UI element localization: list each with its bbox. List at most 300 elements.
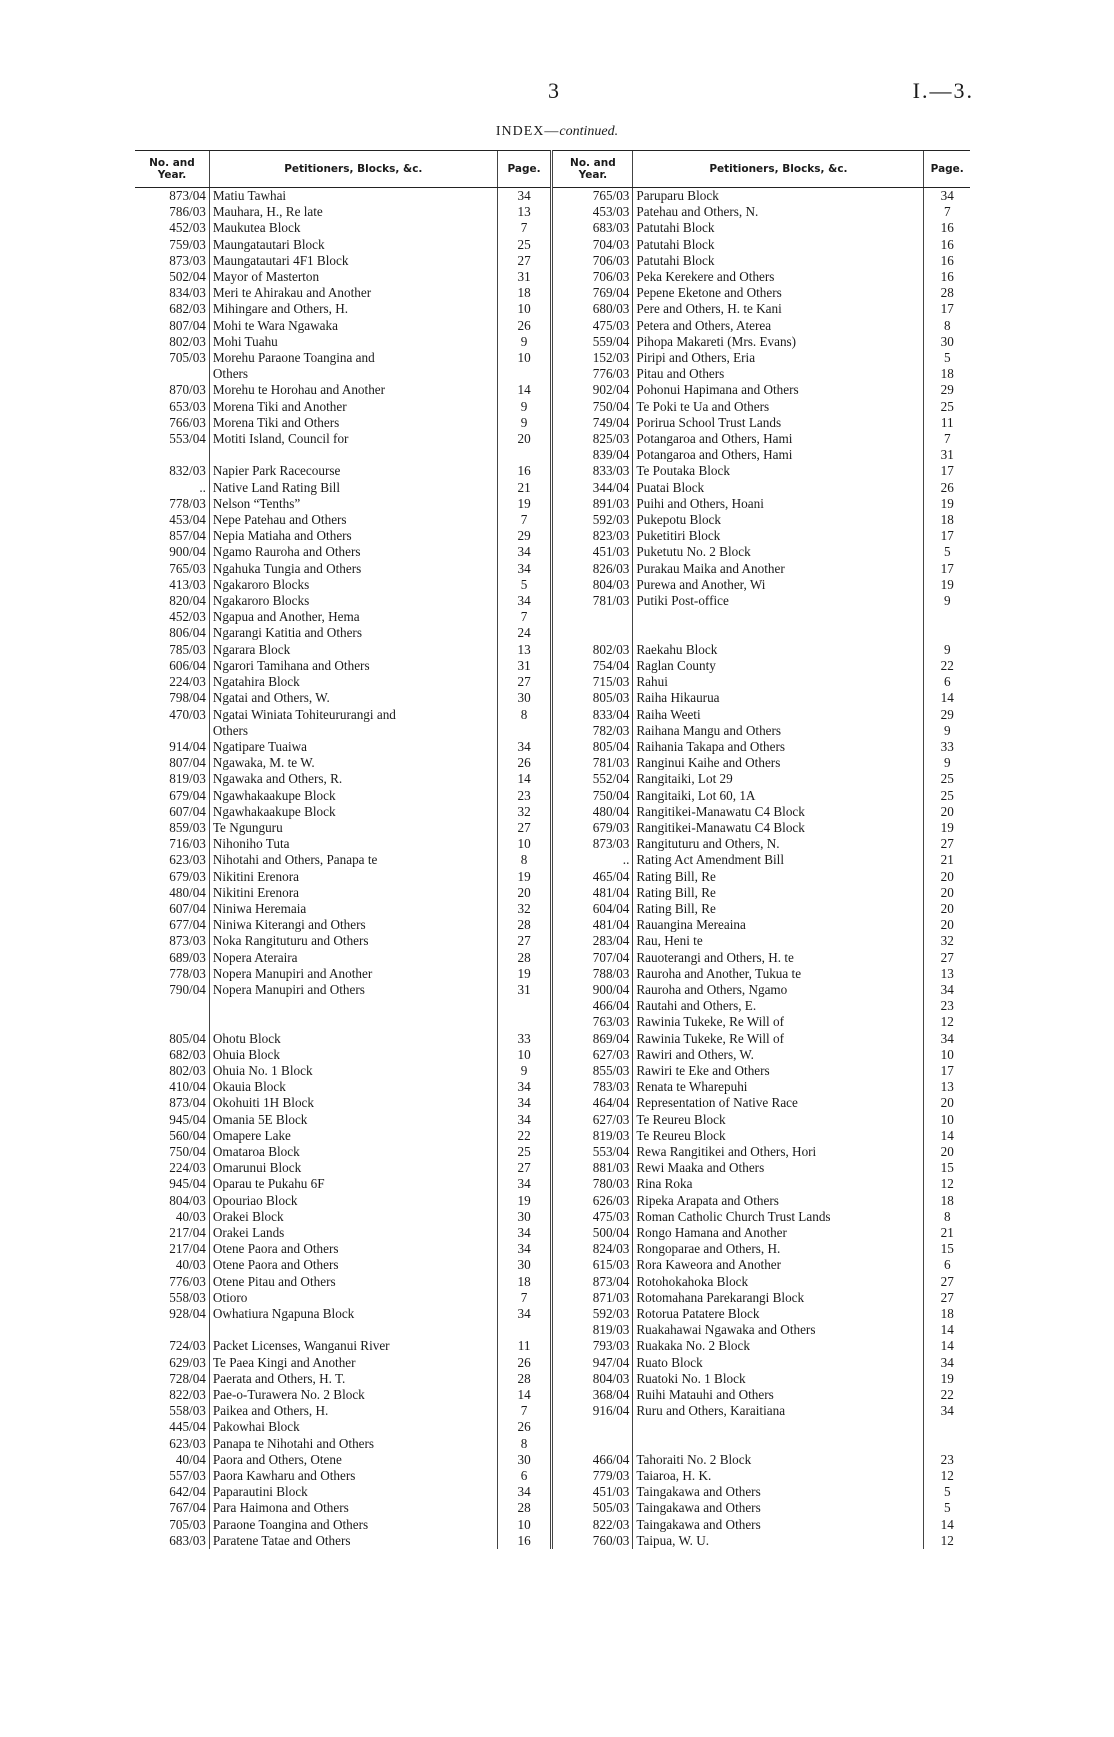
left-entry-name: Pae-o-Turawera No. 2 Block [209,1387,497,1403]
right-entry-page: 5 [924,1484,970,1500]
table-row [135,204,970,220]
right-entry-number: 839/04 [552,447,633,463]
right-entry-number: 500/04 [552,1225,633,1241]
right-entry-name: Rangitaiki, Lot 29 [633,771,924,787]
left-entry-number: 716/03 [169,836,206,852]
left-entry-number: 560/04 [169,1127,206,1143]
right-entry-name: Rahui [633,674,924,690]
right-entry-name: Pepene Eketone and Others [633,285,924,301]
left-entry-number: 819/03 [169,771,206,787]
right-entry-number [552,1419,633,1435]
right-entry-number: 750/04 [552,788,633,804]
right-entry-page: 9 [924,593,970,609]
left-entry-name: Nopera Manupiri and Another [209,966,497,982]
table-row [135,998,970,1014]
right-entry-name: Rina Roka [633,1176,924,1192]
right-entry-number: 822/03 [552,1517,633,1533]
right-entry-number: 683/03 [552,220,633,236]
right-entry-name: Puketitiri Block [633,528,924,544]
right-entry-page: 14 [924,1517,970,1533]
left-entry-name: Okauia Block [209,1079,497,1095]
right-entry-number: 776/03 [552,366,633,382]
left-entry-page: 19 [497,869,552,885]
right-entry-page: 27 [924,836,970,852]
left-entry-page: 32 [497,901,552,917]
left-entry-page: 27 [497,1160,552,1176]
table-row [135,350,970,366]
left-entry-number: 724/03 [169,1338,206,1354]
right-entry-page: 10 [924,1047,970,1063]
table-row [135,852,970,868]
right-entry-page: 5 [924,350,970,366]
left-entry-name: Ngakaroro Blocks [209,593,497,609]
left-entry-name: Others [209,723,497,739]
table-row [135,561,970,577]
right-entry-name: Rangituturu and Others, N. [633,836,924,852]
right-entry-page: 18 [924,1193,970,1209]
right-entry-name [633,625,924,641]
right-entry-page: 12 [924,1176,970,1192]
right-entry-name: Porirua School Trust Lands [633,415,924,431]
right-entry-number: 793/03 [552,1338,633,1354]
right-entry-number: 782/03 [552,723,633,739]
left-entry-name: Paraone Toangina and Others [209,1517,497,1533]
right-entry-name: Rewi Maaka and Others [633,1160,924,1176]
right-entry-name: Rating Bill, Re [633,885,924,901]
left-entry-number: 40/03 [175,1257,206,1273]
column-header-page: Page. [497,151,552,188]
left-entry-page: 7 [497,220,552,236]
left-entry-page: 34 [497,1176,552,1192]
index-table-body [135,188,970,1550]
left-entry-number: 804/03 [169,1192,206,1208]
table-row [135,415,970,431]
right-entry-number: 871/03 [552,1290,633,1306]
left-entry-name: Ngatahira Block [209,674,497,690]
left-entry-page: 34 [497,544,552,560]
left-entry-page: 21 [497,480,552,496]
right-entry-number: 947/04 [552,1355,633,1371]
left-entry-number: 806/04 [169,625,206,641]
table-row [135,1290,970,1306]
right-entry-name: Ruato Block [633,1355,924,1371]
right-entry-number: 802/03 [552,642,633,658]
left-entry-name: Mohi Tuahu [209,334,497,350]
left-entry-name: Others [209,366,497,382]
left-entry-number: 790/04 [169,981,206,997]
table-row [135,463,970,479]
right-entry-number: 873/04 [552,1274,633,1290]
left-entry-number: 786/03 [169,204,206,220]
left-entry-page: 16 [497,1533,552,1549]
right-entry-name: Taingakawa and Others [633,1484,924,1500]
right-entry-page: 32 [924,933,970,949]
left-entry-name: Oparau te Pukahu 6F [209,1176,497,1192]
right-entry-page [924,625,970,641]
right-entry-number: 754/04 [552,658,633,674]
left-entry-page: 18 [497,285,552,301]
right-entry-number: 704/03 [552,237,633,253]
table-row [135,1517,970,1533]
left-entry-name: Niniwa Heremaia [209,901,497,917]
right-entry-name: Rauoterangi and Others, H. te [633,950,924,966]
right-entry-page: 21 [924,852,970,868]
left-entry-page [497,998,552,1014]
left-entry-number: .. [199,479,206,495]
right-entry-name: Ranginui Kaihe and Others [633,755,924,771]
left-entry-page: 9 [497,399,552,415]
left-entry-page: 28 [497,1371,552,1387]
right-entry-page: 29 [924,707,970,723]
table-row [135,917,970,933]
right-entry-page: 8 [924,318,970,334]
table-row [135,820,970,836]
right-entry-number: 464/04 [552,1095,633,1111]
right-entry-number: 553/04 [552,1144,633,1160]
left-entry-name: Niniwa Kiterangi and Others [209,917,497,933]
left-entry-name: Noka Rangituturu and Others [209,933,497,949]
page-number: 3 [548,78,559,103]
right-entry-name: Renata te Wharepuhi [633,1079,924,1095]
left-entry-name: Ngatai and Others, W. [209,690,497,706]
right-entry-name [633,609,924,625]
table-row [135,1063,970,1079]
left-entry-page: 7 [497,1290,552,1306]
right-entry-name: Rangitikei-Manawatu C4 Block [633,820,924,836]
right-entry-name: Rewa Rangitikei and Others, Hori [633,1144,924,1160]
left-entry-number: 40/03 [175,1208,206,1224]
right-entry-number: 481/04 [552,917,633,933]
table-row [135,1225,970,1241]
table-row [135,1176,970,1192]
right-entry-name: Ruihi Matauhi and Others [633,1387,924,1403]
right-entry-name: Taingakawa and Others [633,1517,924,1533]
table-row [135,366,970,382]
table-row [135,933,970,949]
table-row [135,496,970,512]
left-entry-name: Mohi te Wara Ngawaka [209,318,497,334]
right-entry-name: Putiki Post-office [633,593,924,609]
right-entry-name: Rauroha and Another, Tukua te [633,966,924,982]
left-entry-page: 30 [497,1452,552,1468]
table-row [135,674,970,690]
left-entry-name: Ngarara Block [209,642,497,658]
right-entry-number: 559/04 [552,334,633,350]
right-entry-page: 10 [924,1112,970,1128]
right-entry-page: 18 [924,1306,970,1322]
left-entry-page: 28 [497,1500,552,1516]
left-entry-name: Owhatiura Ngapuna Block [209,1306,497,1322]
left-entry-name: Ohuia No. 1 Block [209,1063,497,1079]
right-entry-page: 11 [924,415,970,431]
left-entry-number: 705/03 [169,1516,206,1532]
table-row [135,1144,970,1160]
left-entry-page: 28 [497,950,552,966]
left-entry-page: 26 [497,755,552,771]
left-entry-number: 807/04 [169,317,206,333]
table-row [135,512,970,528]
left-entry-page [497,723,552,739]
table-row [135,1452,970,1468]
left-entry-name: Paerata and Others, H. T. [209,1371,497,1387]
right-entry-number: 760/03 [552,1533,633,1549]
right-entry-name: Rating Bill, Re [633,901,924,917]
left-entry-name: Otene Paora and Others [209,1241,497,1257]
table-row [135,1533,970,1549]
left-entry-page: 10 [497,301,552,317]
right-entry-page: 7 [924,204,970,220]
right-entry-name: Rating Bill, Re [633,869,924,885]
left-entry-name: Pakowhai Block [209,1419,497,1435]
right-entry-page: 34 [924,1031,970,1047]
right-entry-number [552,1436,633,1452]
left-entry-number: 873/04 [169,1095,206,1111]
table-row [135,1387,970,1403]
table-row [135,188,970,205]
right-entry-name: Potangaroa and Others, Hami [633,447,924,463]
left-entry-number: 623/03 [169,1435,206,1451]
left-entry-page: 11 [497,1338,552,1354]
right-entry-name: Roman Catholic Church Trust Lands [633,1209,924,1225]
left-entry-page: 30 [497,1209,552,1225]
right-entry-page: 23 [924,1452,970,1468]
right-entry-name: Rotomahana Parekarangi Block [633,1290,924,1306]
table-row [135,1160,970,1176]
right-entry-name: Peka Kerekere and Others [633,269,924,285]
left-entry-number [135,366,209,382]
right-entry-number: 881/03 [552,1160,633,1176]
left-entry-number: 873/03 [169,933,206,949]
right-entry-page: 34 [924,982,970,998]
table-row [135,1355,970,1371]
table-row [135,1031,970,1047]
left-entry-page: 10 [497,350,552,366]
table-row [135,593,970,609]
table-row [135,690,970,706]
left-entry-page: 33 [497,1031,552,1047]
left-entry-number: 945/04 [169,1176,206,1192]
left-entry-name: Ngapua and Another, Hema [209,609,497,625]
right-entry-page: 26 [924,480,970,496]
left-entry-name: Orakei Lands [209,1225,497,1241]
left-entry-page: 34 [497,1079,552,1095]
left-entry-number [135,1014,209,1030]
left-entry-number: 765/03 [169,560,206,576]
left-entry-name [209,447,497,463]
table-row [135,642,970,658]
right-entry-number: 902/04 [552,382,633,398]
left-entry-page: 30 [497,1257,552,1273]
right-entry-number: 819/03 [552,1128,633,1144]
right-entry-number: 680/03 [552,301,633,317]
right-entry-page: 19 [924,820,970,836]
left-entry-page: 34 [497,1306,552,1322]
table-row [135,1209,970,1225]
index-table-header [135,151,970,188]
left-entry-name: Ngawhakaakupe Block [209,788,497,804]
right-entry-page: 22 [924,658,970,674]
right-entry-name: Raihania Takapa and Others [633,739,924,755]
left-entry-number: 502/04 [169,269,206,285]
right-entry-number: 626/03 [552,1193,633,1209]
right-entry-name: Ruakahawai Ngawaka and Others [633,1322,924,1338]
left-entry-page: 10 [497,1047,552,1063]
left-entry-name: Ngarori Tamihana and Others [209,658,497,674]
right-entry-page: 14 [924,1338,970,1354]
left-entry-page: 34 [497,1484,552,1500]
left-entry-name: Napier Park Racecourse [209,463,497,479]
table-row [135,544,970,560]
right-entry-number: 615/03 [552,1257,633,1273]
right-entry-number: 480/04 [552,804,633,820]
right-entry-number: 826/03 [552,561,633,577]
table-row [135,1079,970,1095]
left-entry-page: 34 [497,188,552,205]
right-entry-name: Rongoparae and Others, H. [633,1241,924,1257]
left-entry-page: 26 [497,318,552,334]
table-row [135,966,970,982]
left-entry-name: Orakei Block [209,1209,497,1225]
table-row [135,1500,970,1516]
right-entry-name: Petera and Others, Aterea [633,318,924,334]
left-entry-page: 23 [497,788,552,804]
left-entry-page: 14 [497,1387,552,1403]
left-entry-name: Maungatautari Block [209,237,497,253]
table-row [135,431,970,447]
left-entry-name: Native Land Rating Bill [209,480,497,496]
left-entry-name: Te Ngunguru [209,820,497,836]
left-entry-name: Ngatipare Tuaiwa [209,739,497,755]
left-entry-number: 653/03 [169,398,206,414]
right-entry-name: Te Poutaka Block [633,463,924,479]
left-entry-number: 470/03 [169,706,206,722]
left-entry-number: 802/03 [169,333,206,349]
left-entry-name: Omataroa Block [209,1144,497,1160]
left-entry-number: 606/04 [169,657,206,673]
right-entry-name: Raiha Weeti [633,707,924,723]
right-entry-number: 833/03 [552,463,633,479]
table-row [135,836,970,852]
left-entry-number: 607/04 [169,803,206,819]
right-entry-number: 781/03 [552,593,633,609]
document-reference: I.—3. [912,78,974,103]
left-entry-name: Matiu Tawhai [209,188,497,205]
left-entry-name: Ngawaka, M. te W. [209,755,497,771]
right-entry-number: 465/04 [552,869,633,885]
right-entry-number: 819/03 [552,1322,633,1338]
right-entry-number: 152/03 [552,350,633,366]
right-entry-number: 715/03 [552,674,633,690]
left-entry-name: Nikitini Erenora [209,885,497,901]
left-entry-name: Packet Licenses, Wanganui River [209,1338,497,1354]
left-entry-name: Maukutea Block [209,220,497,236]
right-entry-page [924,609,970,625]
left-entry-name: Ngarangi Katitia and Others [209,625,497,641]
left-entry-page: 8 [497,707,552,723]
table-row [135,658,970,674]
table-row [135,577,970,593]
right-entry-name: Taipua, W. U. [633,1533,924,1549]
right-entry-page: 15 [924,1160,970,1176]
table-row [135,1014,970,1030]
table-row [135,1095,970,1111]
table-row [135,1257,970,1273]
right-entry-name: Raekahu Block [633,642,924,658]
right-entry-page: 9 [924,723,970,739]
table-row [135,1419,970,1435]
left-entry-number: 224/03 [169,1160,206,1176]
right-entry-name: Rawiri te Eke and Others [633,1063,924,1079]
left-entry-number: 452/03 [169,220,206,236]
left-entry-name: Panapa te Nihotahi and Others [209,1436,497,1452]
right-entry-number: 679/03 [552,820,633,836]
left-entry-name: Nepe Patehau and Others [209,512,497,528]
right-entry-number: 855/03 [552,1063,633,1079]
right-entry-number: 788/03 [552,966,633,982]
left-entry-page: 10 [497,1517,552,1533]
right-entry-name: Patutahi Block [633,253,924,269]
left-entry-name: Otene Paora and Others [209,1257,497,1273]
left-entry-number: 859/03 [169,819,206,835]
left-entry-number: 928/04 [169,1306,206,1322]
left-entry-page: 22 [497,1128,552,1144]
right-entry-number: 344/04 [552,480,633,496]
left-entry-number: 900/04 [169,544,206,560]
right-entry-number: 779/03 [552,1468,633,1484]
left-entry-page: 27 [497,253,552,269]
table-row [135,1371,970,1387]
right-entry-name: Ruakaka No. 2 Block [633,1338,924,1354]
left-entry-page: 16 [497,463,552,479]
right-entry-number: 283/04 [552,933,633,949]
left-entry-page [497,447,552,463]
left-entry-page: 34 [497,1095,552,1111]
left-entry-number: 452/03 [169,609,206,625]
left-entry-number: 642/04 [169,1484,206,1500]
left-entry-name: Otioro [209,1290,497,1306]
right-entry-page: 27 [924,1290,970,1306]
right-entry-number: 481/04 [552,885,633,901]
table-row [135,1112,970,1128]
left-entry-page: 28 [497,917,552,933]
left-entry-number [135,447,209,463]
right-entry-number: 781/03 [552,755,633,771]
right-entry-page: 9 [924,755,970,771]
right-entry-number: 769/04 [552,285,633,301]
column-header-no-year-right: No. and Year. [552,151,633,188]
right-entry-page: 18 [924,366,970,382]
right-entry-page: 20 [924,1095,970,1111]
right-entry-page: 13 [924,1079,970,1095]
right-entry-page: 23 [924,998,970,1014]
left-entry-page: 34 [497,1225,552,1241]
left-entry-page: 31 [497,982,552,998]
left-entry-page: 7 [497,1403,552,1419]
column-header-no-year: No. and Year. [135,151,209,188]
right-entry-number: 627/03 [552,1112,633,1128]
left-entry-page [497,1014,552,1030]
left-entry-name [209,1322,497,1338]
right-entry-number: 706/03 [552,269,633,285]
right-entry-name: Pere and Others, H. te Kani [633,301,924,317]
left-entry-name: Ngahuka Tungia and Others [209,561,497,577]
table-row [135,901,970,917]
left-entry-number: 914/04 [169,738,206,754]
right-entry-page: 28 [924,285,970,301]
left-entry-number: 558/03 [169,1289,206,1305]
right-entry-number: 783/03 [552,1079,633,1095]
left-entry-name: Morena Tiki and Others [209,415,497,431]
